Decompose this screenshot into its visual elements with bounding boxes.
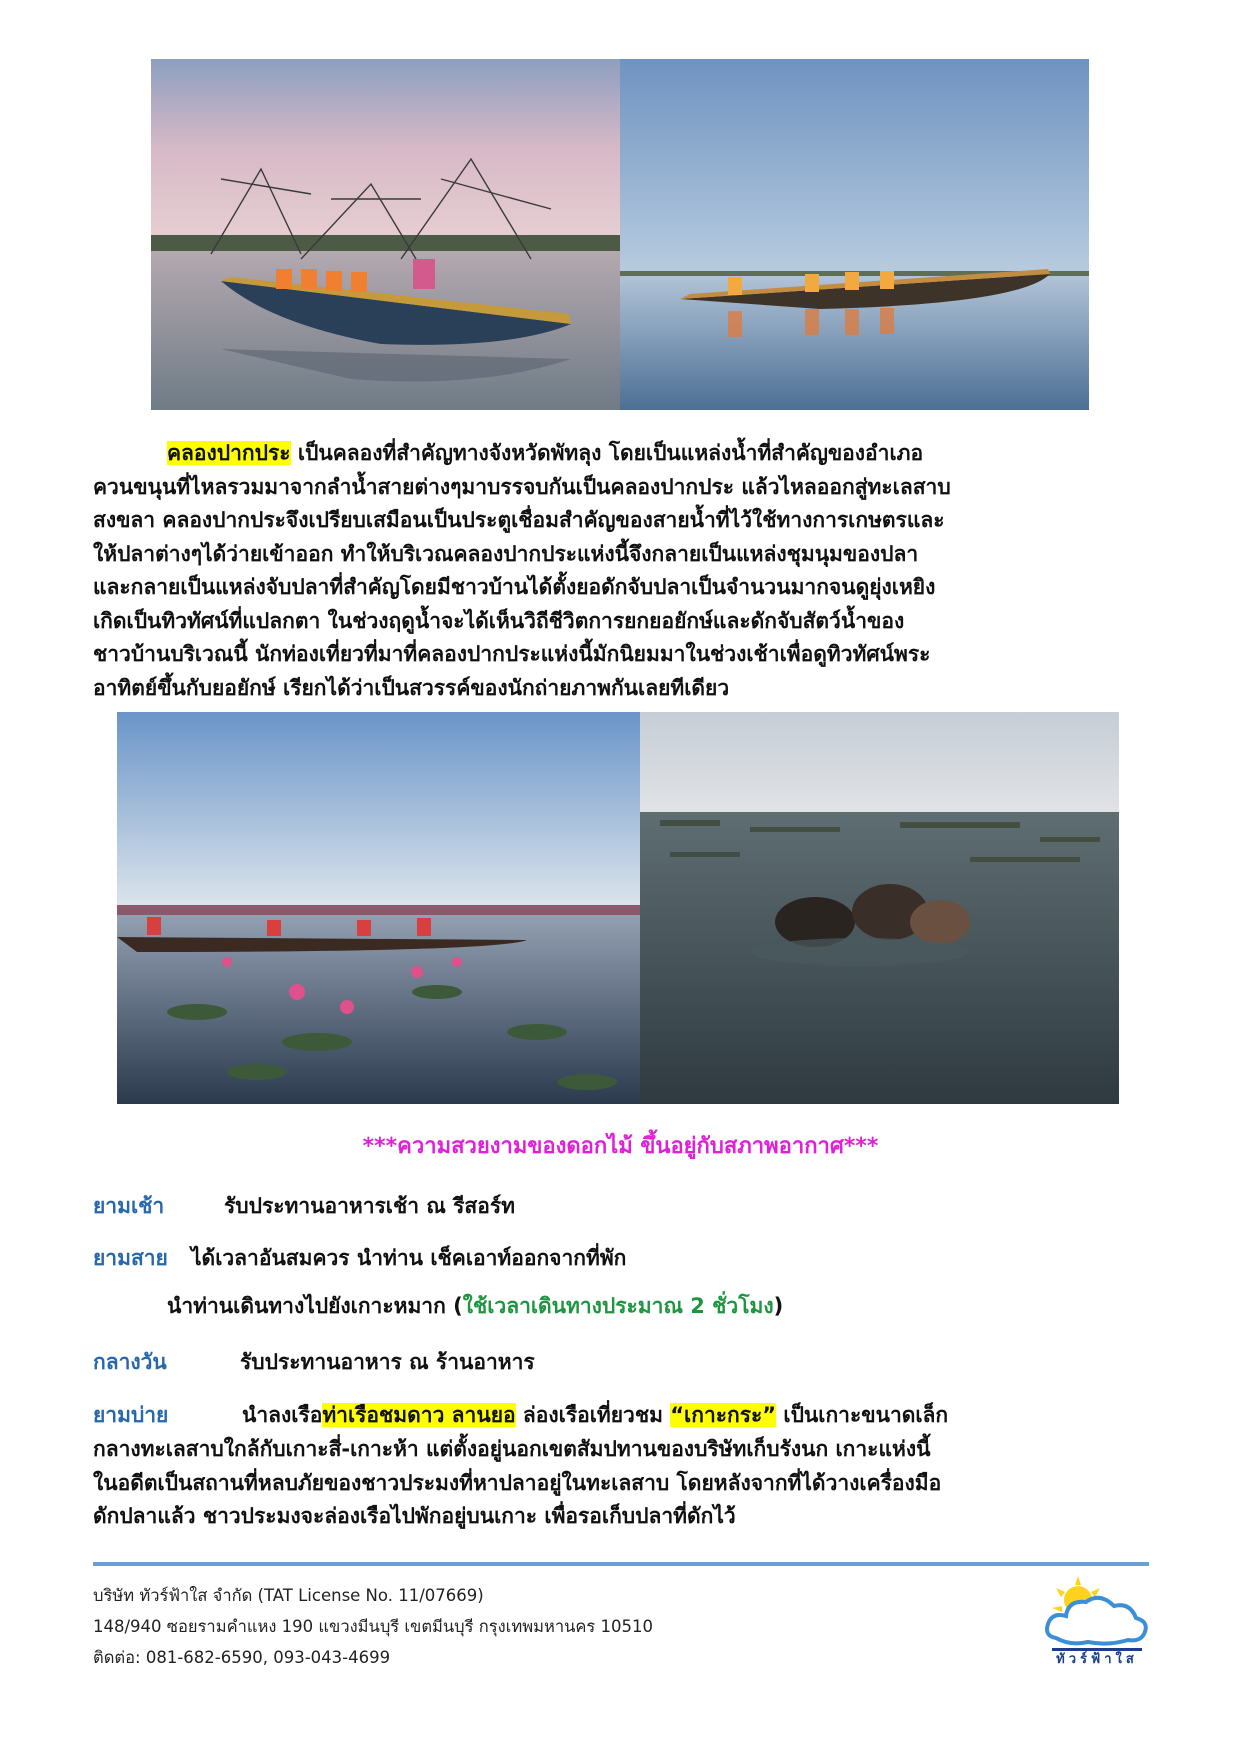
- schedule-label-morning: ยามเช้า: [93, 1194, 165, 1218]
- logo-caption: ทัวร์ฟ้าใส: [1056, 1652, 1138, 1667]
- footer-contact: ติดต่อ: 081-682-6590, 093-043-4699: [93, 1648, 391, 1667]
- schedule-text-morning: รับประทานอาหารเช้า ณ รีสอร์ท: [224, 1194, 515, 1218]
- schedule-travel-line: นำท่านเดินทางไปยังเกาะหมาก (ใช้เวลาเดินทางประมาณ 2 ชั่วโมง): [167, 1294, 784, 1318]
- island-name-highlight: “เกาะกระ”: [670, 1403, 777, 1427]
- schedule-label-noon: กลางวัน: [93, 1350, 167, 1374]
- weather-notice: ***ความสวยงามของดอกไม้ ขึ้นอยู่กับสภาพอากาศ***: [362, 1134, 879, 1159]
- place-name-highlight: คลองปากประ: [167, 441, 291, 465]
- footer-divider: [93, 1562, 1149, 1566]
- schedule-text-late-morning: ได้เวลาอันสมควร นำท่าน เช็คเอาท์ออกจากที่พัก: [191, 1246, 627, 1270]
- photo-water-buffalo: [640, 712, 1119, 1104]
- pier-name-highlight: ท่าเรือชมดาว ลานยอ: [322, 1403, 516, 1427]
- photo-fishing-nets-boat: [151, 59, 620, 410]
- travel-duration: ใช้เวลาเดินทางประมาณ 2 ชั่วโมง: [462, 1294, 774, 1318]
- photo-longtail-boat-dawn: [620, 59, 1089, 410]
- photo-red-lotus-boat: [117, 712, 640, 1104]
- schedule-text-noon: รับประทานอาหาร ณ ร้านอาหาร: [240, 1350, 535, 1374]
- intro-paragraph: คลองปากประ เป็นคลองที่สำคัญทางจังหวัดพัทลุง โดยเป็นแหล่งน้ำที่สำคัญของอำเภอ ควนขนุนที่ไหลรวมมาจากลำน้ำสายต่างๆมาบรรจบกันเป็นคลองปากประ แล้วไหลออกสู่ทะเลสาบ สงขลา คลองปากประจึงเปรียบเสมือนเป็นประตูเชื่อมสำคัญของสายน้ำที่ไว้ใช้ทางการเกษตรและ ให้ปลาต่างๆได้ว่ายเข้าออก ทำให้บริเวณคลองปากประแห่งนี้จึงกลายเป็นแหล่งชุมนุมของปลา และกลายเป็นแหล่งจับปลาที่สำคัญโดยมีชาวบ้านได้ตั้งยอดักจับปลาเป็นจำนวนมากจนดูยุ่งเหยิง เกิดเป็นทิวทัศน์ที่แปลกตา ในช่วงฤดูน้ำจะได้เห็นวิถีชีวิตการยกยอยักษ์และดักจับสัตว์น้ำของ ชาวบ้านบริเวณนี้ นักท่องเที่ยวที่มาที่คลองปากประแห่งนี้มักนิยมมาในช่วงเช้าเพื่อดูทิวทัศน์พระ อาทิตย์ขึ้นกับยอยักษ์ เรียกได้ว่าเป็นสวรรค์ของนักถ่ายภาพกันเลยทีเดียว: [93, 441, 951, 700]
- afternoon-description: กลางทะเลสาบใกล้กับเกาะสี่-เกาะห้า แต่ตั้งอยู่นอกเขตสัมปทานของบริษัทเก็บรังนก เกาะแห่งนี้ ในอดีตเป็นสถานที่หลบภัยของชาวประมงที่หาปลาอยู่ในทะเลสาบ โดยหลังจากที่ได้วางเครื่องมือ ดักปลาแล้ว ชาวประมงจะล่องเรือไปพักอยู่บนเกาะ เพื่อรอเก็บปลาที่ดักไว้: [93, 1437, 942, 1528]
- footer-address: 148/940 ซอยรามคำแหง 190 แขวงมีนบุรี เขตมีนบุรี กรุงเทพมหานคร 10510: [93, 1617, 654, 1636]
- schedule-label-afternoon: ยามบ่าย: [93, 1403, 169, 1427]
- schedule-label-late-morning: ยามสาย: [93, 1246, 168, 1270]
- footer-company: บริษัท ทัวร์ฟ้าใส จำกัด (TAT License No. 11/07669): [93, 1586, 484, 1605]
